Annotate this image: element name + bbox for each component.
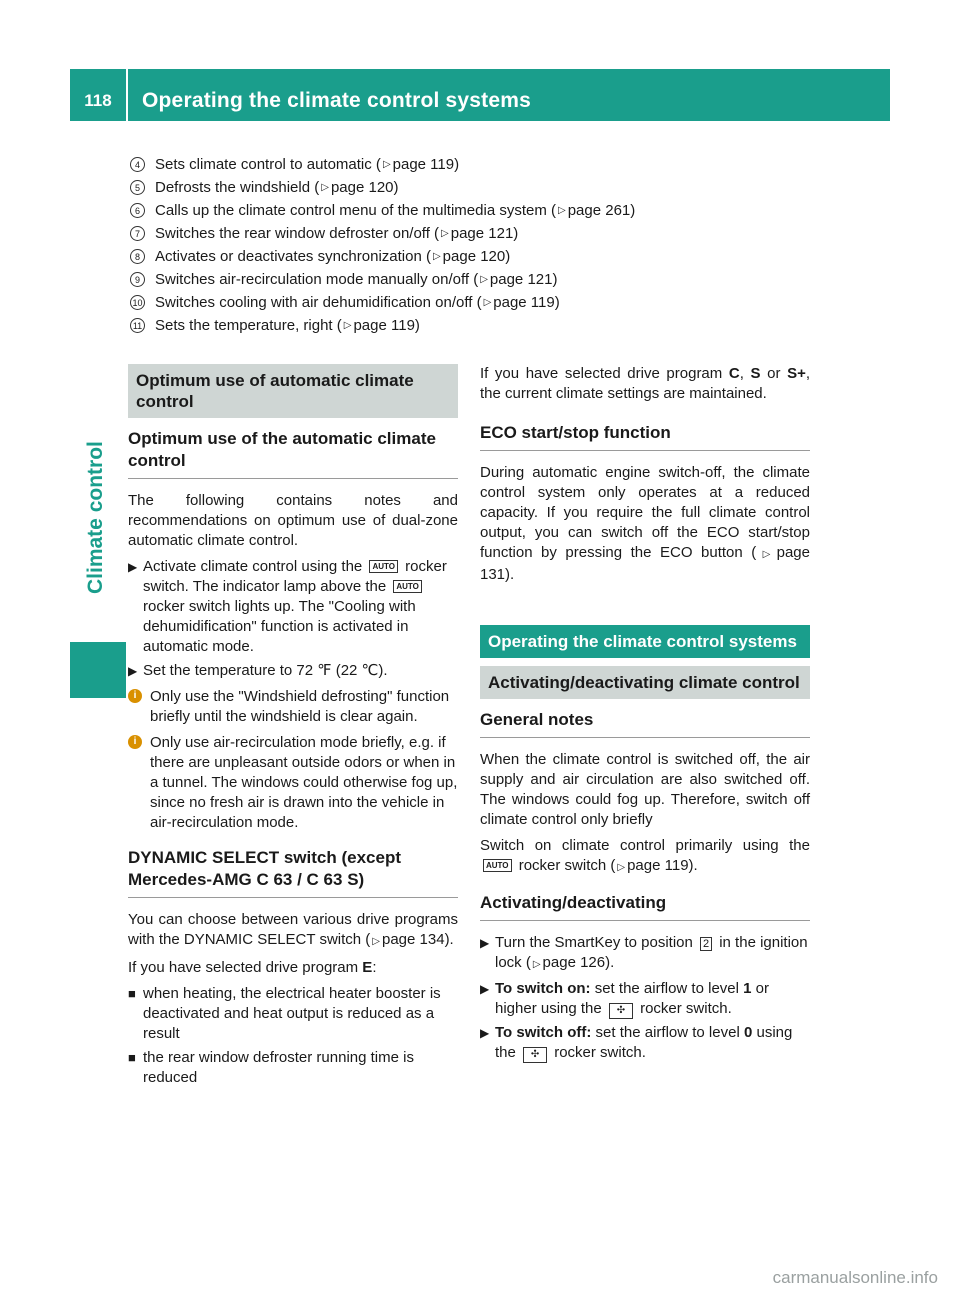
legend-item: 6 Calls up the climate control menu of the multimedia system ( ▷ page 261) — [130, 199, 830, 222]
page-ref-icon: ▷ — [558, 205, 566, 216]
chapter-heading: Operating the climate control systems — [480, 625, 810, 658]
bullet-icon: ■ — [128, 1050, 136, 1065]
paragraph: If you have selected drive program C, S or S+, the current climate settings are maintained. — [480, 365, 811, 402]
info-note: i Only use air-recirculation mode briefly, e.g. if there are unpleasant outside odors or when in a tunnel. The windows could otherwise fog up, since no fresh air is drawn into the vehicle in air-recirculation mode. — [128, 733, 458, 833]
legend-item: 7 Switches the rear window defroster on/off ( ▷ page 121) — [130, 222, 830, 245]
page-ref-icon: ▷ — [532, 959, 541, 970]
auto-key-icon: AUTO — [393, 580, 422, 593]
page-ref-icon: ▷ — [372, 936, 380, 947]
auto-key-icon: AUTO — [483, 859, 512, 872]
left-column — [128, 364, 458, 1092]
page-ref-icon: ▷ — [432, 251, 441, 262]
step-arrow-icon: ▶ — [480, 982, 490, 996]
step-item: ▶ Set the temperature to 72 ℉ (22 ℃). — [128, 662, 388, 679]
page-ref-icon: ▷ — [343, 320, 352, 331]
page-title: Operating the climate control systems — [142, 89, 532, 112]
step-item: ▶ To switch off: set the airflow to level 0 using the ✣ rocker switch. — [480, 1024, 793, 1061]
right-column — [480, 364, 810, 1067]
legend-item: 9 Switches air-recirculation mode manually on/off ( ▷ page 121) — [130, 268, 830, 291]
step-item: ▶ Activate climate control using the AUTO rocker switch. The indicator lamp above the AUTO rocker switch lights up. The "Cooling with dehumidification" function is activated in automatic mode. — [128, 558, 447, 655]
step-arrow-icon: ▶ — [480, 936, 490, 950]
box-heading: Optimum use of automatic climate control — [128, 364, 458, 418]
intro-paragraph: The following contains notes and recommendations on optimum use of dual-zone automatic climate control. — [128, 492, 458, 549]
side-tab-block — [70, 642, 126, 698]
step-item: ▶ To switch on: set the airflow to level 1 or higher using the ✣ rocker switch. — [480, 980, 769, 1017]
paragraph: You can choose between various drive programs with the DYNAMIC SELECT switch ( ▷ page 134). — [128, 911, 458, 948]
callout-number-icon: 4 — [130, 157, 145, 172]
page-ref-icon: ▷ — [617, 862, 626, 873]
paragraph: If you have selected drive program E: — [128, 959, 377, 976]
page-ref-icon: ▷ — [480, 274, 488, 285]
legend-item: 4 Sets climate control to automatic ( ▷ page 119) — [130, 153, 830, 176]
section-heading: Activating/deactivating — [480, 892, 810, 921]
page-ref-icon: ▷ — [441, 228, 449, 239]
paragraph: When the climate control is switched off, the air supply and air circulation are also switched off. The windows could fog up. Therefore, switch off climate control only briefly — [480, 751, 810, 828]
legend-item: 5 Defrosts the windshield ( ▷ page 120) — [130, 176, 830, 199]
paragraph: Switch on climate control primarily using the AUTO rocker switch ( ▷ page 119). — [480, 837, 810, 874]
bullet-item: ■ when heating, the electrical heater booster is deactivated and heat output is reduced as a result — [128, 985, 441, 1042]
header-divider — [126, 69, 128, 121]
page-number: 118 — [84, 91, 112, 110]
legend-list — [130, 153, 830, 337]
callout-number-icon: 11 — [130, 318, 145, 333]
section-heading: ECO start/stop function — [480, 422, 810, 451]
box-heading: Activating/deactivating climate control — [480, 666, 810, 699]
watermark: carmanualsonline.info — [772, 1268, 938, 1287]
bullet-item: ■ the rear window defroster running time is reduced — [128, 1049, 414, 1086]
step-arrow-icon: ▶ — [128, 664, 138, 678]
fan-icon: ✣ — [523, 1047, 547, 1063]
page-ref-icon: ▷ — [382, 159, 391, 170]
info-icon: i — [128, 735, 142, 749]
section-heading: General notes — [480, 709, 810, 738]
callout-number-icon: 6 — [130, 203, 145, 218]
callout-number-icon: 5 — [130, 180, 145, 195]
page-ref-icon: ▷ — [321, 182, 329, 193]
section-heading: DYNAMIC SELECT switch (except Mercedes-AMG C 63 / C 63 S) — [128, 847, 458, 898]
page-ref-icon: ▷ — [758, 549, 775, 560]
callout-number-icon: 9 — [130, 272, 145, 287]
legend-item: 10 Switches cooling with air dehumidification on/off ( ▷ page 119) — [130, 291, 830, 314]
auto-key-icon: AUTO — [369, 560, 398, 573]
step-arrow-icon: ▶ — [128, 560, 138, 574]
paragraph: During automatic engine switch-off, the climate control system only operates at a reduced capacity. If you require the full climate control output, you can switch off the ECO start/stop function by pressing the ECO button ( ▷ page 131). — [480, 464, 810, 583]
section-heading: Optimum use of the automatic climate control — [128, 428, 458, 479]
bullet-icon: ■ — [128, 986, 136, 1001]
step-item: ▶ Turn the SmartKey to position 2 in the ignition lock ( ▷ page 126). — [480, 933, 810, 975]
step-arrow-icon: ▶ — [480, 1026, 490, 1040]
page-ref-icon: ▷ — [483, 297, 492, 308]
info-note: i Only use the "Windshield defrosting" function briefly until the windshield is clear again. — [128, 687, 458, 727]
side-tab-label: Climate control — [84, 441, 107, 595]
fan-icon: ✣ — [609, 1003, 633, 1019]
callout-number-icon: 7 — [130, 226, 145, 241]
legend-item: 11 Sets the temperature, right ( ▷ page 119) — [130, 314, 830, 337]
callout-number-icon: 8 — [130, 249, 145, 264]
ignition-position-icon: 2 — [700, 937, 712, 951]
callout-number-icon: 10 — [130, 295, 145, 310]
legend-item: 8 Activates or deactivates synchronization ( ▷ page 120) — [130, 245, 830, 268]
info-icon: i — [128, 689, 142, 703]
